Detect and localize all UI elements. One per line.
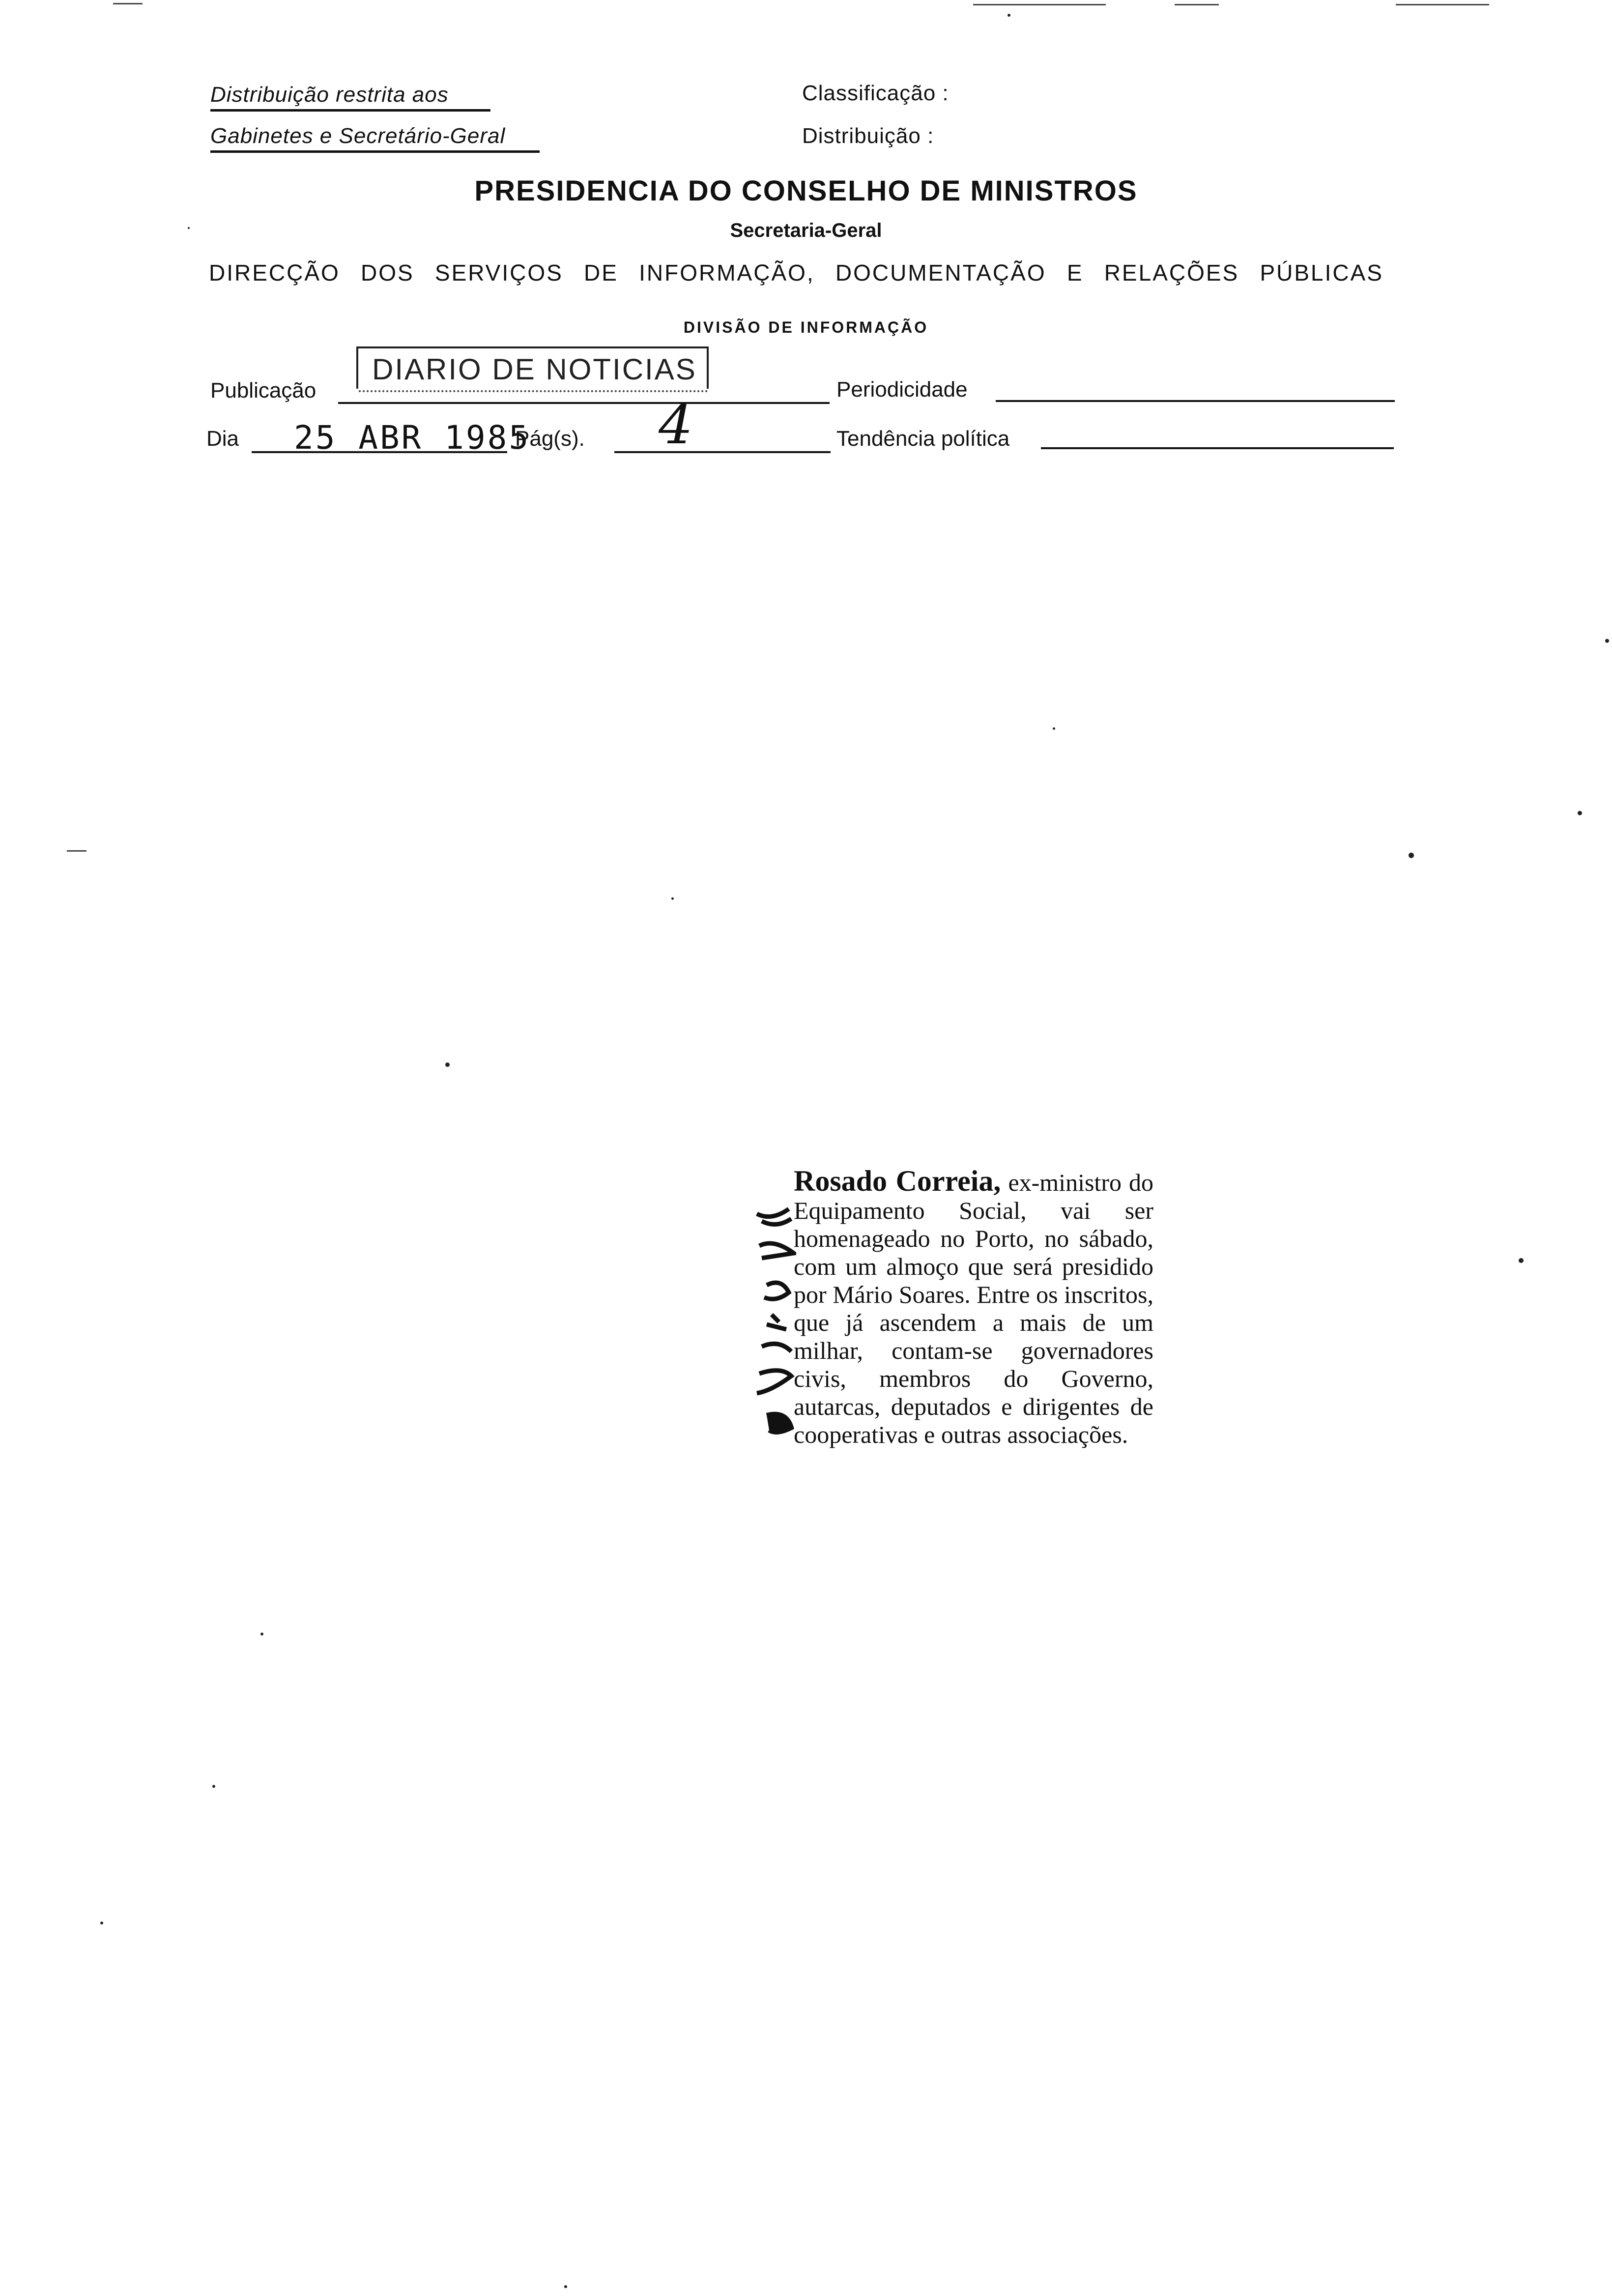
pags-line — [614, 451, 831, 453]
direccao-word: RELAÇÕES — [1104, 260, 1239, 286]
direccao-word: E — [1066, 260, 1084, 286]
scan-speck — [564, 2285, 567, 2288]
periodicidade-line — [996, 400, 1395, 402]
tendencia-line — [1041, 447, 1394, 449]
divisao-title: DIVISÃO DE INFORMAÇÃO — [683, 318, 929, 336]
direccao-word: DOS — [361, 260, 414, 286]
scan-speck — [260, 1633, 263, 1636]
clipping-text: ex-ministro do Equipamento Social, vai ser homenageado no Porto, no sábado, com um almoço que será presidido por Mário Soares. Entre os inscritos, que já ascendem a mais de um milhar, contam-se governadores civis, membros do Governo, autarcas, deputados e dirigentes de cooperativas e outras associações. — [794, 1169, 1154, 1448]
direccao-word: DOCUMENTAÇÃO — [835, 260, 1046, 286]
tendencia-label: Tendência política — [836, 427, 1010, 451]
direccao-word: SERVIÇOS — [434, 260, 563, 286]
org-title: PRESIDENCIA DO CONSELHO DE MINISTROS — [474, 175, 1138, 207]
direccao-word: DIRECÇÃO — [209, 260, 340, 286]
pags-handwritten-value: 4 — [659, 393, 693, 456]
scan-artifact — [1175, 4, 1219, 5]
direccao-word: PÚBLICAS — [1260, 260, 1383, 286]
scan-artifact — [973, 4, 1106, 5]
publicacao-stamp: DIARIO DE NOTICIAS — [356, 346, 709, 389]
direccao-word: INFORMAÇÃO, — [639, 260, 815, 286]
scan-speck — [445, 1062, 450, 1067]
scan-speck — [1053, 727, 1055, 730]
distribuicao-label: Distribuição : — [802, 124, 934, 148]
restricted-distribution-line1: Distribuição restrita aos — [210, 83, 449, 107]
scan-speck — [1605, 639, 1609, 643]
scan-speck — [1578, 811, 1582, 815]
org-subtitle: Secretaria-Geral — [730, 220, 882, 241]
scan-artifact — [1396, 4, 1489, 5]
handwritten-ink-marks — [752, 1199, 796, 1455]
dia-label: Dia — [206, 427, 239, 451]
newspaper-clipping — [794, 1167, 1153, 1449]
scan-speck — [100, 1922, 103, 1924]
clipping-paragraph — [794, 1167, 1153, 1449]
scan-speck — [671, 897, 674, 900]
clipping-name: Rosado Correia, — [794, 1165, 1001, 1197]
restricted-underline-1 — [210, 109, 490, 112]
scan-speck — [1008, 14, 1010, 17]
scan-speck — [1519, 1258, 1524, 1263]
classificacao-label: Classificação : — [802, 81, 949, 105]
periodicidade-label: Periodicidade — [836, 377, 968, 402]
publicacao-label: Publicação — [210, 378, 317, 402]
restricted-distribution-line2: Gabinetes e Secretário-Geral — [210, 124, 506, 148]
scan-artifact — [113, 3, 143, 4]
scan-speck — [188, 227, 190, 229]
dia-value-stamp: 25 ABR 1985 — [294, 419, 531, 457]
scan-speck — [212, 1785, 215, 1788]
scan-artifact — [67, 850, 86, 852]
scan-speck — [1409, 853, 1414, 858]
direccao-word: DE — [584, 260, 618, 286]
pags-label: Pág(s). — [515, 427, 585, 451]
stamp-dotted-edge — [359, 388, 708, 392]
direccao-line — [209, 259, 1383, 286]
publicacao-line — [338, 402, 830, 404]
restricted-underline-2 — [210, 150, 540, 153]
